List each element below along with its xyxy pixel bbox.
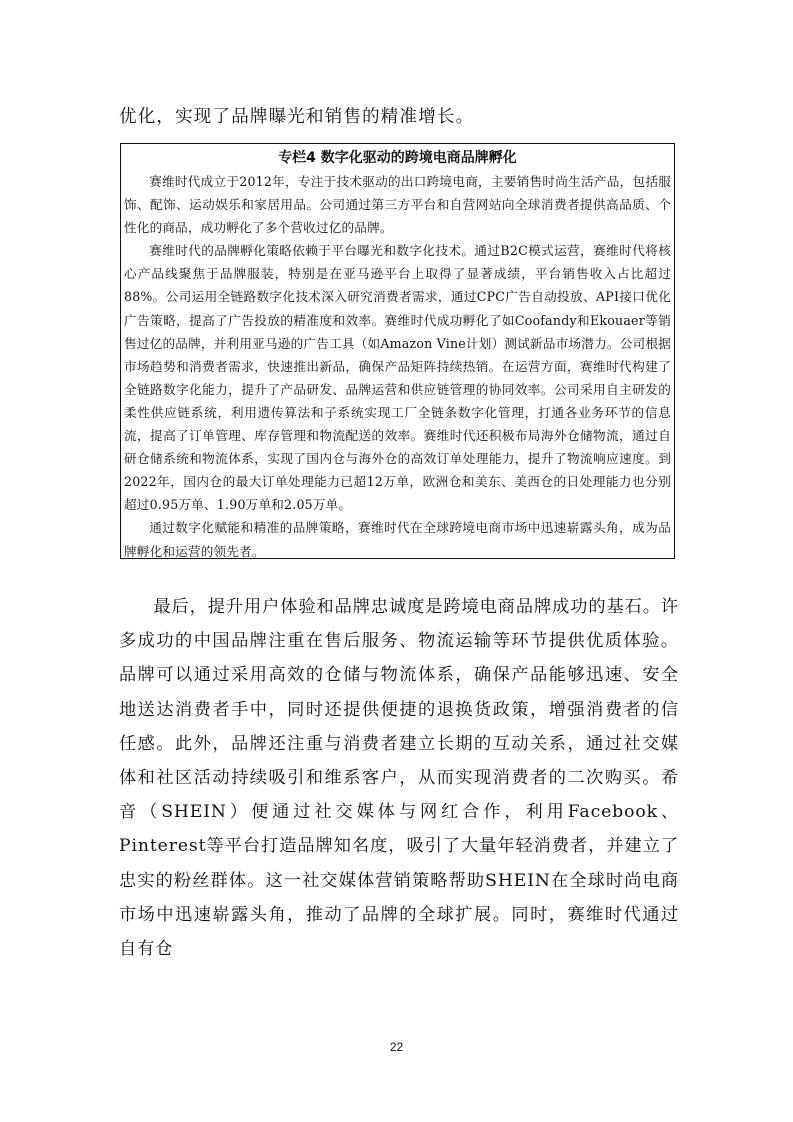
case-study-paragraph-1: 赛维时代成立于2012年，专注于技术驱动的出口跨境电商，主要销售时尚生活产品，包括服饰、配饰、运动娱乐和家居用品。公司通过第三方平台和自营网站向全球消费者提供高品质、个性化的商品，成功孵化了多个营收过亿的品牌。 — [124, 174, 671, 236]
case-study-title: 专栏4 数字化驱动的跨境电商品牌孵化 — [278, 150, 517, 166]
case-study-box — [120, 143, 675, 559]
page-number: 22 — [389, 1040, 404, 1054]
case-study-paragraph-2: 赛维时代的品牌孵化策略依赖于平台曝光和数字化技术。通过B2C模式运营，赛维时代将核心产品线聚焦于品牌服装，特别是在亚马逊平台上取得了显著成绩，平台销售收入占比超过88%。公司运用全链路数字化技术深入研究消费者需求，通过CPC广告自动投放、API接口优化广告策略，提高了广告投放的精准度和效率。赛维时代成功孵化了如Coofandy和Ekouaer等销售过亿的品牌，并利用亚马逊的广告工具（如Amazon Vine计划）测试新品市场潜力。公司根据市场趋势和消费者需求，快速推出新品，确保产品矩阵持续热销。在运营方面，赛维时代构建了全链路数字化能力，提升了产品研发、品牌运营和供应链管理的协同效率。公司采用自主研发的柔性供应链系统，利用遗传算法和子系统实现工厂全链条数字化管理，打通各业务环节的信息流，提高了订单管理、库存管理和物流配送的效率。赛维时代还积极布局海外仓储物流，通过自研仓储系统和物流体系，实现了国内仓与海外仓的高效订单处理能力，提升了物流响应速度。到2022年，国内仓的最大订单处理能力已超12万单，欧洲仓和美东、美西仓的日处理能力也分别超过0.95万单、1.90万单和2.05万单。 — [124, 243, 671, 513]
case-study-paragraph-3: 通过数字化赋能和精准的品牌策略，赛维时代在全球跨境电商市场中迅速崭露头角，成为品牌孵化和运营的领先者。 — [124, 520, 671, 559]
intro-text: 优化，实现了品牌曝光和销售的精准增长。 — [119, 107, 475, 127]
body-paragraph: 最后，提升用户体验和品牌忠诚度是跨境电商品牌成功的基石。许多成功的中国品牌注重在售后服务、物流运输等环节提供优质体验。品牌可以通过采用高效的仓储与物流体系，确保产品能够迅速、安全地送达消费者手中，同时还提供便捷的退换货政策，增强消费者的信任感。此外，品牌还注重与消费者建立长期的互动关系，通过社交媒体和社区活动持续吸引和维系客户，从而实现消费者的二次购买。希音（SHEIN）便通过社交媒体与网红合作，利用Facebook、Pinterest等平台打造品牌知名度，吸引了大量年轻消费者，并建立了忠实的粉丝群体。这一社交媒体营销策略帮助SHEIN在全球时尚电商市场中迅速崭露头角，推动了品牌的全球扩展。同时，赛维时代通过自有仓 — [119, 597, 679, 960]
